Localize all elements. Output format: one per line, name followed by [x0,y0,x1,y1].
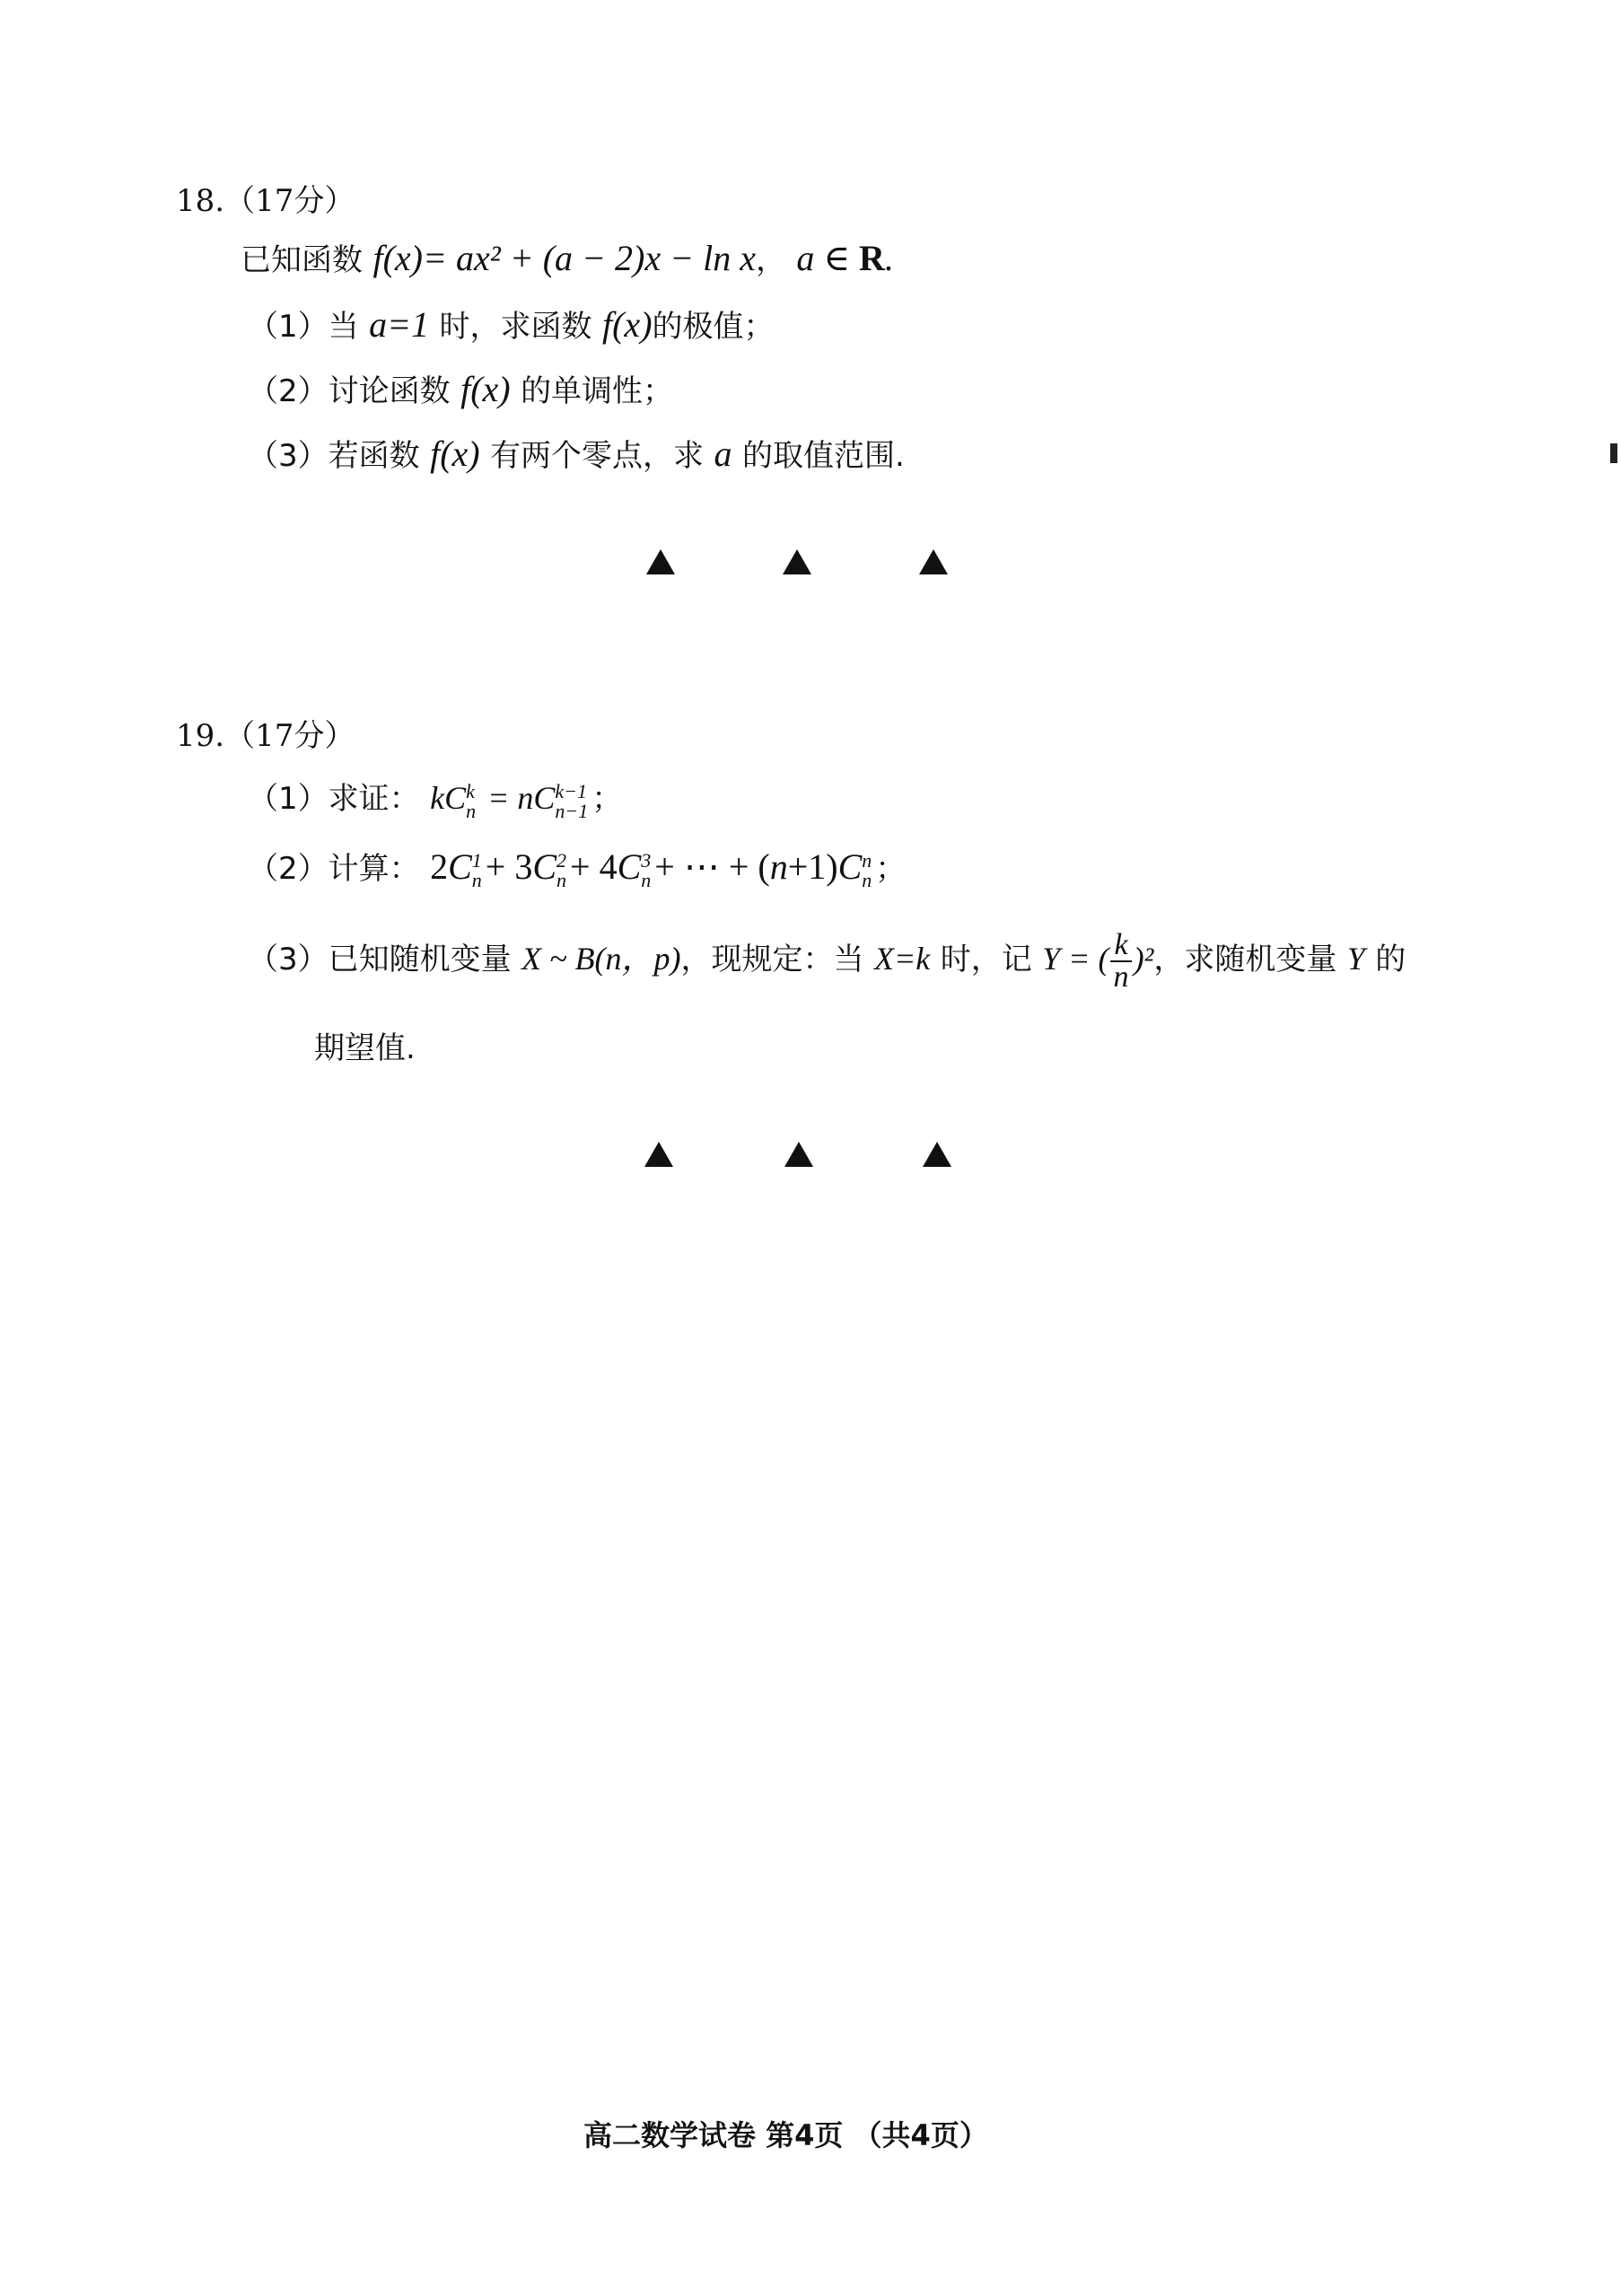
question-18-part-2 [248,366,673,410]
question-19-part-3 [248,930,1406,993]
page-footer: 高二数学试卷 第4页 （共4页） [583,2118,988,2152]
part-number: （2） [248,373,329,409]
triangle-mark-icon [919,549,948,574]
part-text: 讨论函数 [328,373,451,409]
part-label: 计算： [328,851,420,887]
part-end: ； [875,851,907,887]
part-text: 时，记 [940,942,1032,977]
triangle-mark-icon [644,1142,673,1167]
triangle-mark-icon [784,1142,813,1167]
y-definition: Y = ( [1042,941,1109,977]
triangle-mark-icon [646,549,675,574]
distribution: X ~ B(n，p) [521,941,681,977]
part-variable: Y [1346,941,1365,977]
part-function: f(x) [430,434,480,474]
part-text: 已知随机变量 [328,942,512,977]
part-text: ，求随机变量 [1153,942,1337,977]
part-function: f(x) [460,369,511,409]
stem-function: f(x) [372,238,423,278]
stem-end: . [884,238,894,278]
part-text: 时，求函数 [439,309,592,345]
part-condition: X=k [873,941,931,977]
question-19-header: 19.（17分） [176,718,355,754]
page-edge-mark [1610,443,1617,463]
math-eq: = [487,780,510,816]
part-function: f(x) [602,304,653,345]
question-18-part-3 [248,431,905,475]
part-condition: a=1 [369,304,430,345]
part-text: 当 [328,309,359,345]
question-18-header: 18.（17分） [176,183,355,219]
stem-condition: a ∈ [796,238,860,278]
real-set-symbol: R [859,238,885,278]
part-number: （1） [248,309,329,345]
part-text: 若函数 [328,438,420,474]
y-definition-end: )² [1133,941,1154,977]
part-number: （3） [248,942,329,977]
part-text: 的极值； [652,309,775,345]
math-C: C [444,780,467,816]
part-text: 有两个零点，求 [490,438,705,474]
question-18-stem: 已知函数 f(x)= ax² + (a − 2)x − ln x， a ∈ R. [241,238,894,278]
question-19-part-2 [248,844,906,890]
math-k: k [430,780,445,816]
part-label: 求证： [328,781,420,817]
part-text: 的 [1375,942,1406,977]
part-text: 期望值. [314,1030,416,1066]
part-number: （3） [248,438,329,474]
part-number: （2） [248,851,329,887]
part-variable: a [714,434,732,474]
triangle-mark-icon [923,1142,951,1167]
question-18-part-1 [248,302,775,346]
part-number: （1） [248,781,329,817]
part-text: 的取值范围. [741,438,905,474]
stem-formula: = ax² + (a − 2)x − ln x [422,238,756,278]
stem-lead: 已知函数 [241,242,363,278]
math-n: n [517,780,534,816]
sum-expression: 2C 1 n + 3C 2 n + 4C 3 n + ⋯ + (n+1)C n n [430,846,872,891]
k-over-n-fraction: $\frac{k}{n}$ [1110,930,1131,993]
part-text: 的单调性； [521,373,674,409]
triangle-mark-icon [783,549,811,574]
part-text: ，现规定：当 [680,942,864,977]
part-end: ； [591,781,623,817]
question-19-part-3-line-2 [314,1023,416,1067]
question-19-part-1: （1）求证： kC k n = nC k−1 n−1 ； [248,779,623,822]
